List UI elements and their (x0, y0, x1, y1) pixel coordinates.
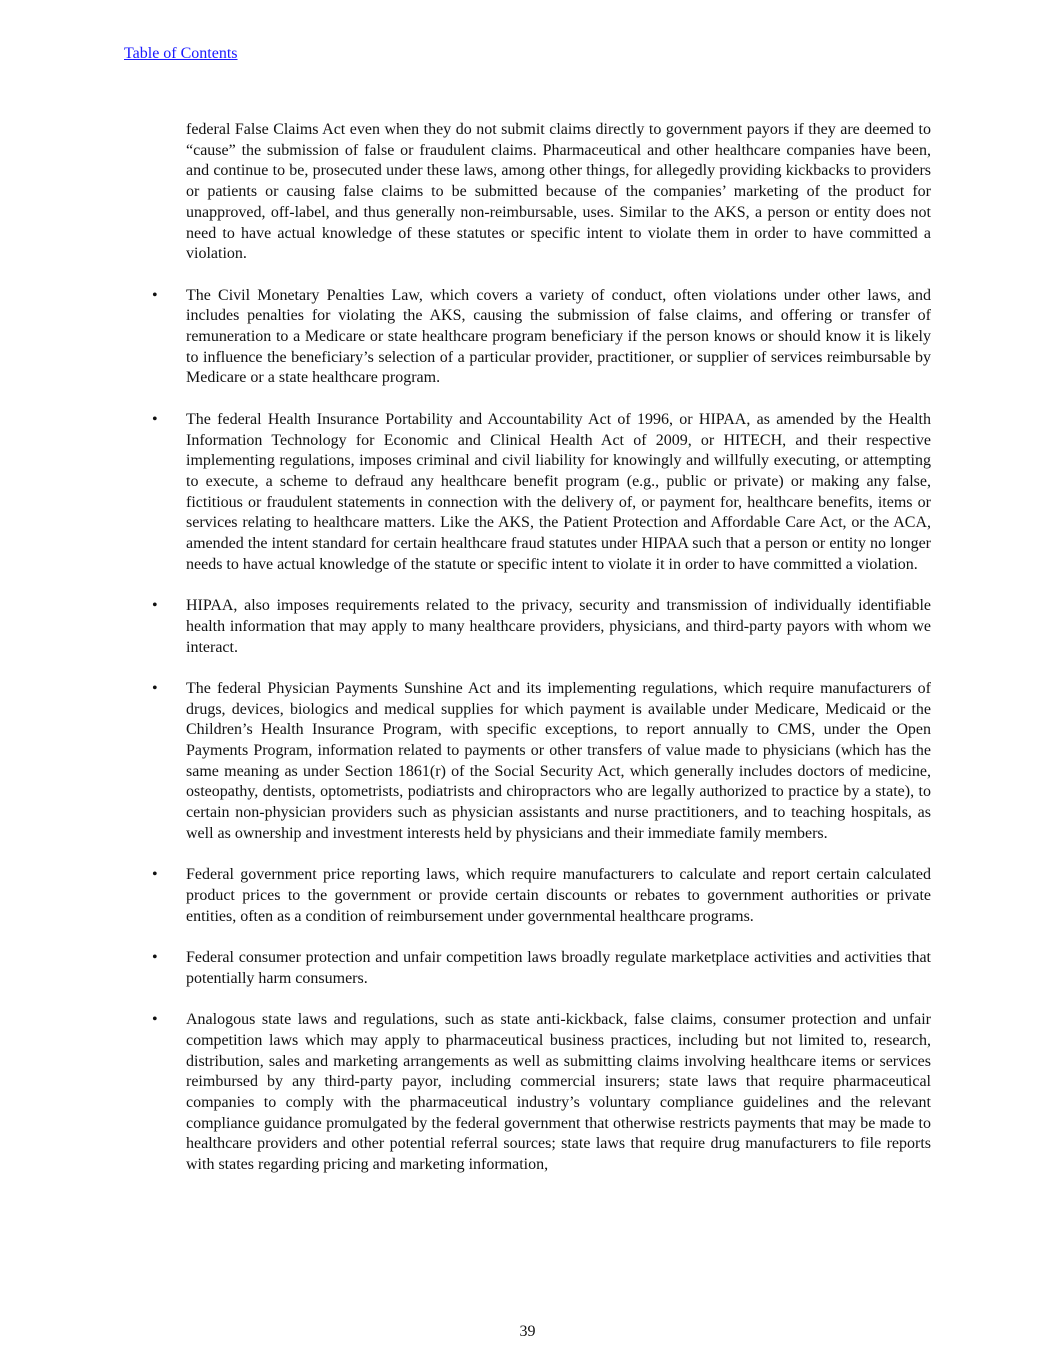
bullet-icon: • (152, 949, 158, 967)
bullet-text: HIPAA, also imposes requirements related to the privacy, security and transmission of individually identifiable health information that may apply to many healthcare providers, physicians, and third-party payors with whom we interact. (186, 597, 931, 656)
bullet-item-price-reporting (152, 865, 931, 927)
bullet-item-state-laws (152, 1010, 931, 1176)
bullet-text: The federal Health Insurance Portability and Accountability Act of 1996, or HIPAA, as amended by the Health Information Technology for Economic and Clinical Health Act of 2009, or HITECH, and their respective implementing regulations, imposes criminal and civil liability for knowingly and willfully executing, or attempting to execute, a scheme to defraud any healthcare benefit program (e.g., public or private) or making any false, fictitious or fraudulent statements in connection with the delivery of, or payment for, healthcare benefits, items or services relating to healthcare matters. Like the AKS, the Patient Protection and Affordable Care Act, or the ACA, amended the intent standard for certain healthcare fraud statutes under HIPAA such that a person or entity no longer needs to have actual knowledge of the statute or specific intent to violate it in order to have committed a violation. (186, 410, 931, 573)
bullet-item-consumer-protection (152, 948, 931, 989)
bullet-item-hipaa-privacy (152, 596, 931, 658)
bullet-icon: • (152, 679, 158, 697)
bullet-icon: • (152, 410, 158, 428)
bullet-item-hipaa-fraud (152, 410, 931, 576)
bullet-icon: • (152, 597, 158, 615)
page-number: 39 (519, 1323, 536, 1340)
bullet-item-sunshine-act (152, 679, 931, 845)
bullet-text: Federal government price reporting laws, which require manufacturers to calculate and report certain calculated product prices to the government or provide certain discounts or rebates to government authorities or private entities, often as a condition of reimbursement under governmental healthcare programs. (186, 866, 931, 925)
bullet-icon: • (152, 1011, 158, 1029)
bullet-icon: • (152, 286, 158, 304)
bullet-text: Federal consumer protection and unfair competition laws broadly regulate marketplace activities and activities that potentially harm consumers. (186, 949, 931, 987)
document-body (152, 120, 931, 1196)
bullet-text: Analogous state laws and regulations, such as state anti-kickback, false claims, consumer protection and unfair competition laws which may apply to pharmaceutical business practices, including but not limited to, research, distribution, sales and marketing arrangements as well as submitting claims involving healthcare items or services reimbursed by any third-party payor, including commercial insurers; state laws that require pharmaceutical companies to comply with the pharmaceutical industry’s voluntary compliance guidelines and the relevant compliance guidance promulgated by the federal government that otherwise restricts payments that may be made to healthcare providers and other potential referral sources; state laws that require drug manufacturers to file reports with states regarding pricing and marketing information, (186, 1011, 931, 1174)
bullet-text: The Civil Monetary Penalties Law, which covers a variety of conduct, often violations under other laws, and includes penalties for violating the AKS, causing the submission of false claims, and offering or transfer of remuneration to a Medicare or state healthcare program beneficiary if the person knows or should know it is likely to influence the beneficiary’s selection of a particular provider, practitioner, or supplier of services reimbursable by Medicare or a state healthcare program. (186, 286, 931, 387)
bullet-icon: • (152, 866, 158, 884)
bullet-item-civil-monetary-penalties (152, 286, 931, 390)
intro-paragraph: federal False Claims Act even when they do not submit claims directly to government payors if they are deemed to “cause” the submission of false or fraudulent claims. Pharmaceutical and other healthcare companies have been, and continue to be, prosecuted under these laws, among other things, for allegedly providing kickbacks to providers or patients or causing false claims to be submitted because of the companies’ marketing of the product for unapproved, off-label, and thus generally non-reimbursable, uses. Similar to the AKS, a person or entity does not need to have actual knowledge of these statutes or specific intent to violate them in order to have committed a violation. (186, 121, 931, 263)
table-of-contents-link[interactable]: Table of Contents (124, 45, 238, 62)
bullet-text: The federal Physician Payments Sunshine Act and its implementing regulations, which require manufacturers of drugs, devices, biologics and medical supplies for which payment is available under Medicare, Medicaid or the Children’s Health Insurance Program, with specific exceptions, to report annually to CMS, under the Open Payments Program, information related to payments or other transfers of value made to physicians (which has the same meaning as under Section 1861(r) of the Social Security Act, which generally includes doctors of medicine, osteopathy, dentists, optometrists, podiatrists and chiropractors who are legally authorized to practice by a state), to certain non-physician providers such as physician assistants and nurse practitioners, and to teaching hospitals, as well as ownership and investment interests held by physicians and their immediate family members. (186, 679, 931, 842)
